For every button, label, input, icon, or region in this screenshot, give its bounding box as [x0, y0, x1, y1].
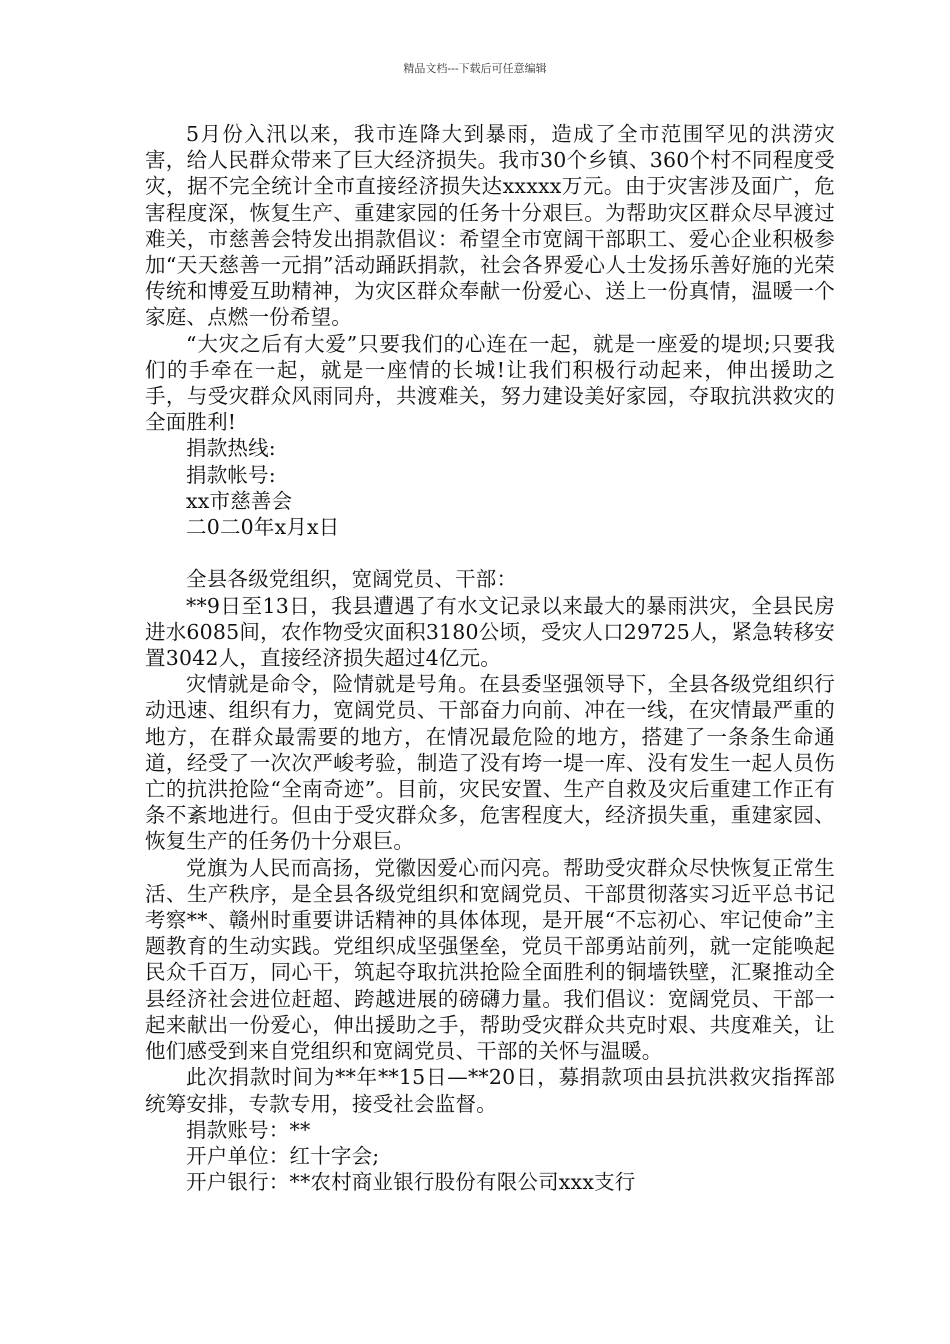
- letter2-paragraph-4: 此次捐款时间为**年**15日—**20日，募捐款项由县抗洪救灾指挥部统筹安排，专款专用，接受社会监督。: [145, 1065, 835, 1116]
- document-body: [145, 121, 835, 1195]
- bank-line: 开户银行：**农村商业银行股份有限公司xxx支行: [186, 1170, 636, 1195]
- date-line: 二0二0年x月x日: [186, 515, 340, 540]
- section-gap: [145, 540, 835, 566]
- letter2-paragraph-2: 灾情就是命令，险情就是号角。在县委坚强领导下，全县各级党组织行动迅速、组织有力，宽阔党员、干部奋力向前、冲在一线，在灾情最严重的地方，在群众最需要的地方，在情况最危险的地方，搭建了一条条生命通道，经受了一次次严峻考验，制造了没有垮一堤一库、没有发生一起人员伤亡的抗洪抢险“全南奇迹”。目前，灾民安置、生产自救及灾后重建工作正有条不紊地进行。但由于受灾群众多，危害程度大，经济损失重，重建家园、恢复生产的任务仍十分艰巨。: [145, 672, 835, 854]
- letter1-paragraph-2: “大灾之后有大爱”只要我们的心连在一起，就是一座爱的堤坝;只要我们的手牵在一起，就是一座情的长城!让我们积极行动起来，伸出援助之手，与受灾群众风雨同舟，共渡难关，努力建设美好家园，夺取抗洪救灾的全面胜利!: [145, 331, 835, 435]
- letter1-paragraph-1: 5月份入汛以来，我市连降大到暴雨，造成了全市范围罕见的洪涝灾害，给人民群众带来了巨大经济损失。我市30个乡镇、360个村不同程度受灾，据不完全统计全市直接经济损失达xxxxx万元。由于灾害涉及面广，危害程度深，恢复生产、重建家园的任务十分艰巨。为帮助灾区群众尽早渡过难关，市慈善会特发出捐款倡议：希望全市宽阔干部职工、爱心企业积极参加“天天慈善一元捐”活动踊跃捐款，社会各界爱心人士发扬乐善好施的光荣传统和博爱互助精神，为灾区群众奉献一份爱心、送上一份真情，温暖一个家庭、点燃一份希望。: [145, 122, 835, 330]
- hotline-label: 捐款热线:: [186, 436, 276, 461]
- letter2-salutation: 全县各级党组织，宽阔党员、干部：: [186, 567, 518, 592]
- account-label: 捐款帐号:: [186, 462, 276, 487]
- letter2-paragraph-1: **9日至13日，我县遭遇了有水文记录以来最大的暴雨洪灾，全县民房进水6085间，农作物受灾面积3180公顷，受灾人口29725人，紧急转移安置3042人，直接经济损失超过4亿元。: [145, 593, 835, 671]
- signature: xx市慈善会: [186, 488, 293, 513]
- page-header: 精品文档---下载后可任意编辑: [403, 62, 547, 75]
- account-unit-line: 开户单位：红十字会;: [186, 1143, 380, 1168]
- letter2-paragraph-3: 党旗为人民而高扬，党徽因爱心而闪亮。帮助受灾群众尽快恢复正常生活、生产秩序，是全县各级党组织和宽阔党员、干部贯彻落实习近平总书记考察**、赣州时重要讲话精神的具体体现，是开展“不忘初心、牢记使命”主题教育的生动实践。党组织成坚强堡垒，党员干部勇站前列，就一定能唤起民众千百万，同心干，筑起夺取抗洪抢险全面胜利的铜墙铁壁，汇聚推动全县经济社会进位赶超、跨越进展的磅礴力量。我们倡议：宽阔党员、干部一起来献出一份爱心，伸出援助之手，帮助受灾群众共克时艰、共度难关，让他们感受到来自党组织和宽阔党员、干部的关怀与温暖。: [145, 855, 835, 1064]
- donation-account-line: 捐款账号：**: [186, 1117, 311, 1142]
